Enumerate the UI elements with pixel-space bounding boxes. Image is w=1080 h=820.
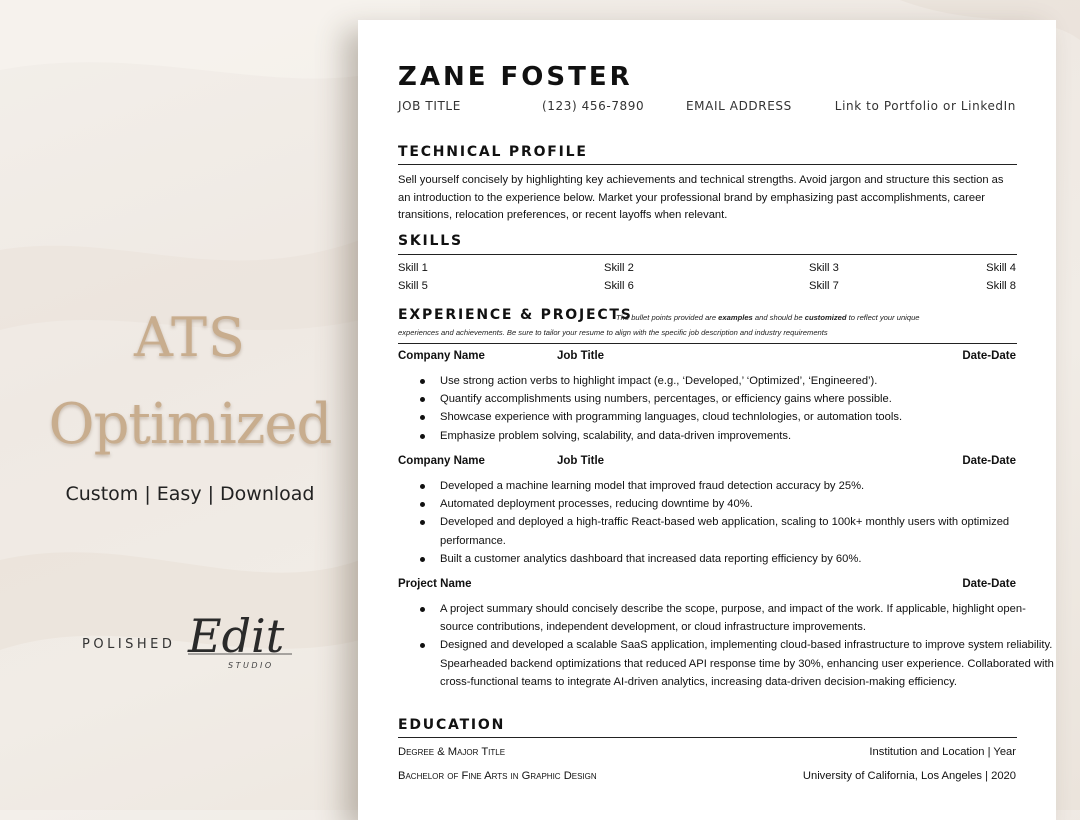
contact-email: EMAIL ADDRESS: [686, 99, 792, 113]
experience-note-line2: experiences and achievements. Be sure to tailor your resume to align with the specific job description and industry requirements: [398, 328, 828, 337]
skill-item: Skill 5: [398, 280, 428, 292]
entry-dates: Date-Date: [962, 350, 1016, 362]
list-item: Use strong action verbs to highlight impact (e.g., ‘Developed,’ ‘Optimized’, ‘Engineered’).: [440, 372, 1060, 390]
education-institution-label: Institution and Location | Year: [869, 746, 1016, 758]
section-rule: [398, 254, 1017, 255]
entry-bullet-list: [398, 372, 1060, 445]
section-heading-experience: EXPERIENCE & PROJECTS: [398, 307, 633, 323]
entry-job-title: Job Title: [557, 350, 605, 362]
list-item: Automated deployment processes, reducing downtime by 40%.: [440, 495, 1060, 513]
list-item: Developed a machine learning model that improved fraud detection accuracy by 25%.: [440, 477, 1060, 495]
contact-phone: (123) 456-7890: [542, 99, 645, 113]
section-rule: [398, 737, 1017, 738]
promo-subtitle: Custom | Easy | Download: [65, 483, 315, 505]
contact-job-title: JOB TITLE: [398, 99, 461, 113]
profile-text: Sell yourself concisely by highlighting key achievements and technical strengths. Avoid jargon and structure this section as an introduction to the experience below. Market your professional brand by emphasizing past accomplishments, career transitions, relocation preferences, or recent layoffs when relevant.: [398, 174, 1004, 221]
promo-title-optimized: Optimized: [48, 392, 332, 457]
skill-item: Skill 1: [398, 262, 428, 274]
list-item: Quantify accomplishments using numbers, percentages, or efficiency gains where possible.: [440, 390, 1060, 408]
entry-project-name: Project Name: [398, 578, 472, 590]
skill-item: Skill 7: [809, 280, 839, 292]
resume-page: [358, 20, 1056, 820]
entry-company: Company Name: [398, 455, 485, 467]
list-item: Showcase experience with programming languages, cloud technlologies, or automation tools.: [440, 408, 1060, 426]
entry-bullet-list: [398, 600, 1060, 691]
list-item: A project summary should concisely describe the scope, purpose, and impact of the work. If applicable, highlight open-source contributions, independent development, or cloud infrastructure improvements.: [440, 600, 1060, 636]
skill-item: Skill 3: [809, 262, 839, 274]
skill-item: Skill 6: [604, 280, 634, 292]
skill-item: Skill 2: [604, 262, 634, 274]
section-heading-skills: SKILLS: [398, 233, 463, 249]
experience-note-line1: The bullet points provided are examples and should be customized to reflect your unique: [616, 313, 920, 322]
logo-script-text: Edit: [188, 609, 285, 663]
resume-name: ZANE FOSTER: [398, 62, 633, 92]
section-rule: [398, 164, 1017, 165]
education-degree-value: Bachelor of Fine Arts in Graphic Design: [398, 770, 597, 782]
brand-logo: [80, 602, 300, 680]
education-institution-value: University of California, Los Angeles | 2020: [802, 770, 1016, 782]
logo-studio: STUDIO: [228, 661, 274, 670]
section-heading-profile: TECHNICAL PROFILE: [398, 144, 588, 160]
section-rule: [398, 343, 1017, 344]
entry-dates: Date-Date: [962, 455, 1016, 467]
contact-portfolio: Link to Portfolio or LinkedIn: [834, 99, 1016, 113]
list-item: Developed and deployed a high-traffic React-based web application, scaling to 100k+ monthly users with optimized performance.: [440, 513, 1060, 549]
entry-bullet-list: [398, 477, 1060, 568]
list-item: Designed and developed a scalable SaaS application, implementing cloud-based infrastructure to improve system reliability. Spearheaded backend optimizations that reduced API response time by 30%, enhancing user experience. Collaborated with cross-functional teams to integrate AI-driven analytics, increasing data-driven decision-making efficiency.: [440, 636, 1060, 691]
entry-job-title: Job Title: [557, 455, 605, 467]
education-degree-label: Degree & Major Title: [398, 746, 506, 758]
promo-title-ats: ATS: [133, 306, 247, 369]
skill-item: Skill 4: [986, 262, 1016, 274]
entry-company: Company Name: [398, 350, 485, 362]
list-item: Emphasize problem solving, scalability, and data-driven improvements.: [440, 427, 1060, 445]
entry-dates: Date-Date: [962, 578, 1016, 590]
section-heading-education: EDUCATION: [398, 717, 506, 733]
skill-item: Skill 8: [986, 280, 1016, 292]
logo-word: POLISHED: [82, 637, 176, 652]
list-item: Built a customer analytics dashboard that increased data reporting efficiency by 60%.: [440, 550, 1060, 568]
